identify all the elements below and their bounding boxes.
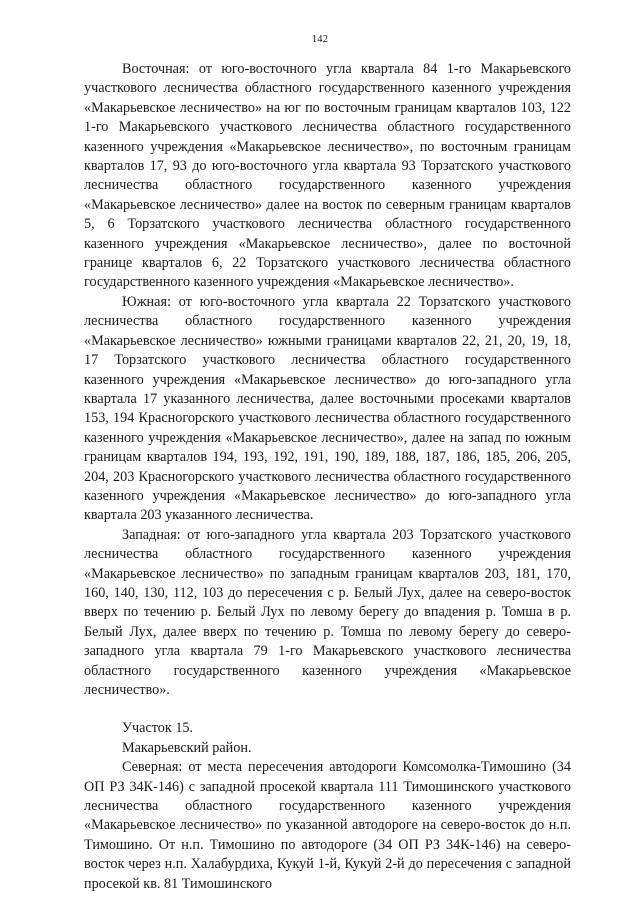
section-spacer [84,700,571,719]
section-district: Макарьевский район. [122,739,252,756]
paragraph-eastern-boundary: Восточная: от юго-восточного угла квартала 84 1-го Макарьевского участкового лесничества областного государственного казенного учреждения «Макарьевское лесничество» на юг по восточным границам кварталов 103, 122 1-го Макарьевского участкового лесничества областного государственного казенного учреждения «Макарьевское лесничество», по восточным границам кварталов 17, 93 до юго-восточного угла квартала 93 Торзатского участкового лесничества областного государственного казенного учреждения «Макарьевское лесничество» далее на восток по северным границам кварталов 5, 6 Торзатского участкового лесничества областного государственного казенного учреждения «Макарьевское лесничество», далее по восточной границе кварталов 6, 22 Торзатского участкового лесничества областного государственного казенного учреждения «Макарьевское лесничество». [84,61,571,291]
paragraph-northern-boundary: Северная: от места пересечения автодороги Комсомолка-Тимошино (34 ОП РЗ 34К-146) с западной просекой квартала 111 Тимошинского участкового лесничества областного государственного казенного учреждения «Макарьевское лесничество» по указанной автодороге на северо-восток до н.п. Тимошино. От н.п. Тимошино по автодороге (34 ОП РЗ 34К-146) на северо-восток через н.п. Халабурдиха, Кукуй 1-й, Кукуй 2-й до пересечения с западной просекой кв. 81 Тимошинского [84,759,571,892]
page-number: 142 [311,34,329,45]
section-heading-plot: Участок 15. [122,720,194,737]
paragraph-southern-boundary: Южная: от юго-восточного угла квартала 22 Торзатского участкового лесничества областного государственного казенного учреждения «Макарьевское лесничество» южными границами кварталов 22, 21, 20, 19, 18, 17 Торзатского участкового лесничества областного государственного казенного учреждения «Макарьевское лесничество» до юго-западного угла квартала 17 указанного лесничества, далее восточными просеками кварталов 153, 194 Красногорского участкового лесничества областного государственного казенного учреждения «Макарьевское лесничество», далее на запад по южным границам кварталов 194, 193, 192, 191, 190, 189, 188, 187, 186, 185, 206, 205, 204, 203 Красногорского участкового лесничества областного государственного казенного учреждения «Макарьевское лесничество» до юго-западного угла квартала 203 указанного лесничества. [84,293,571,524]
document-body [84,60,571,894]
paragraph-western-boundary: Западная: от юго-западного угла квартала 203 Торзатского участкового лесничества областного государственного казенного учреждения «Макарьевское лесничество» по западным границам кварталов 203, 181, 170, 160, 140, 130, 112, 103 до пересечения с р. Белый Лух, далее на северо-восток вверх по течению р. Белый Лух по левому берегу до впадения р. Томша в р. Белый Лух, далее вверх по течению р. Томша по левому берегу до северо-западного угла квартала 79 1-го Макарьевского участкового лесничества областного государственного казенного учреждения «Макарьевское лесничество». [84,526,571,698]
